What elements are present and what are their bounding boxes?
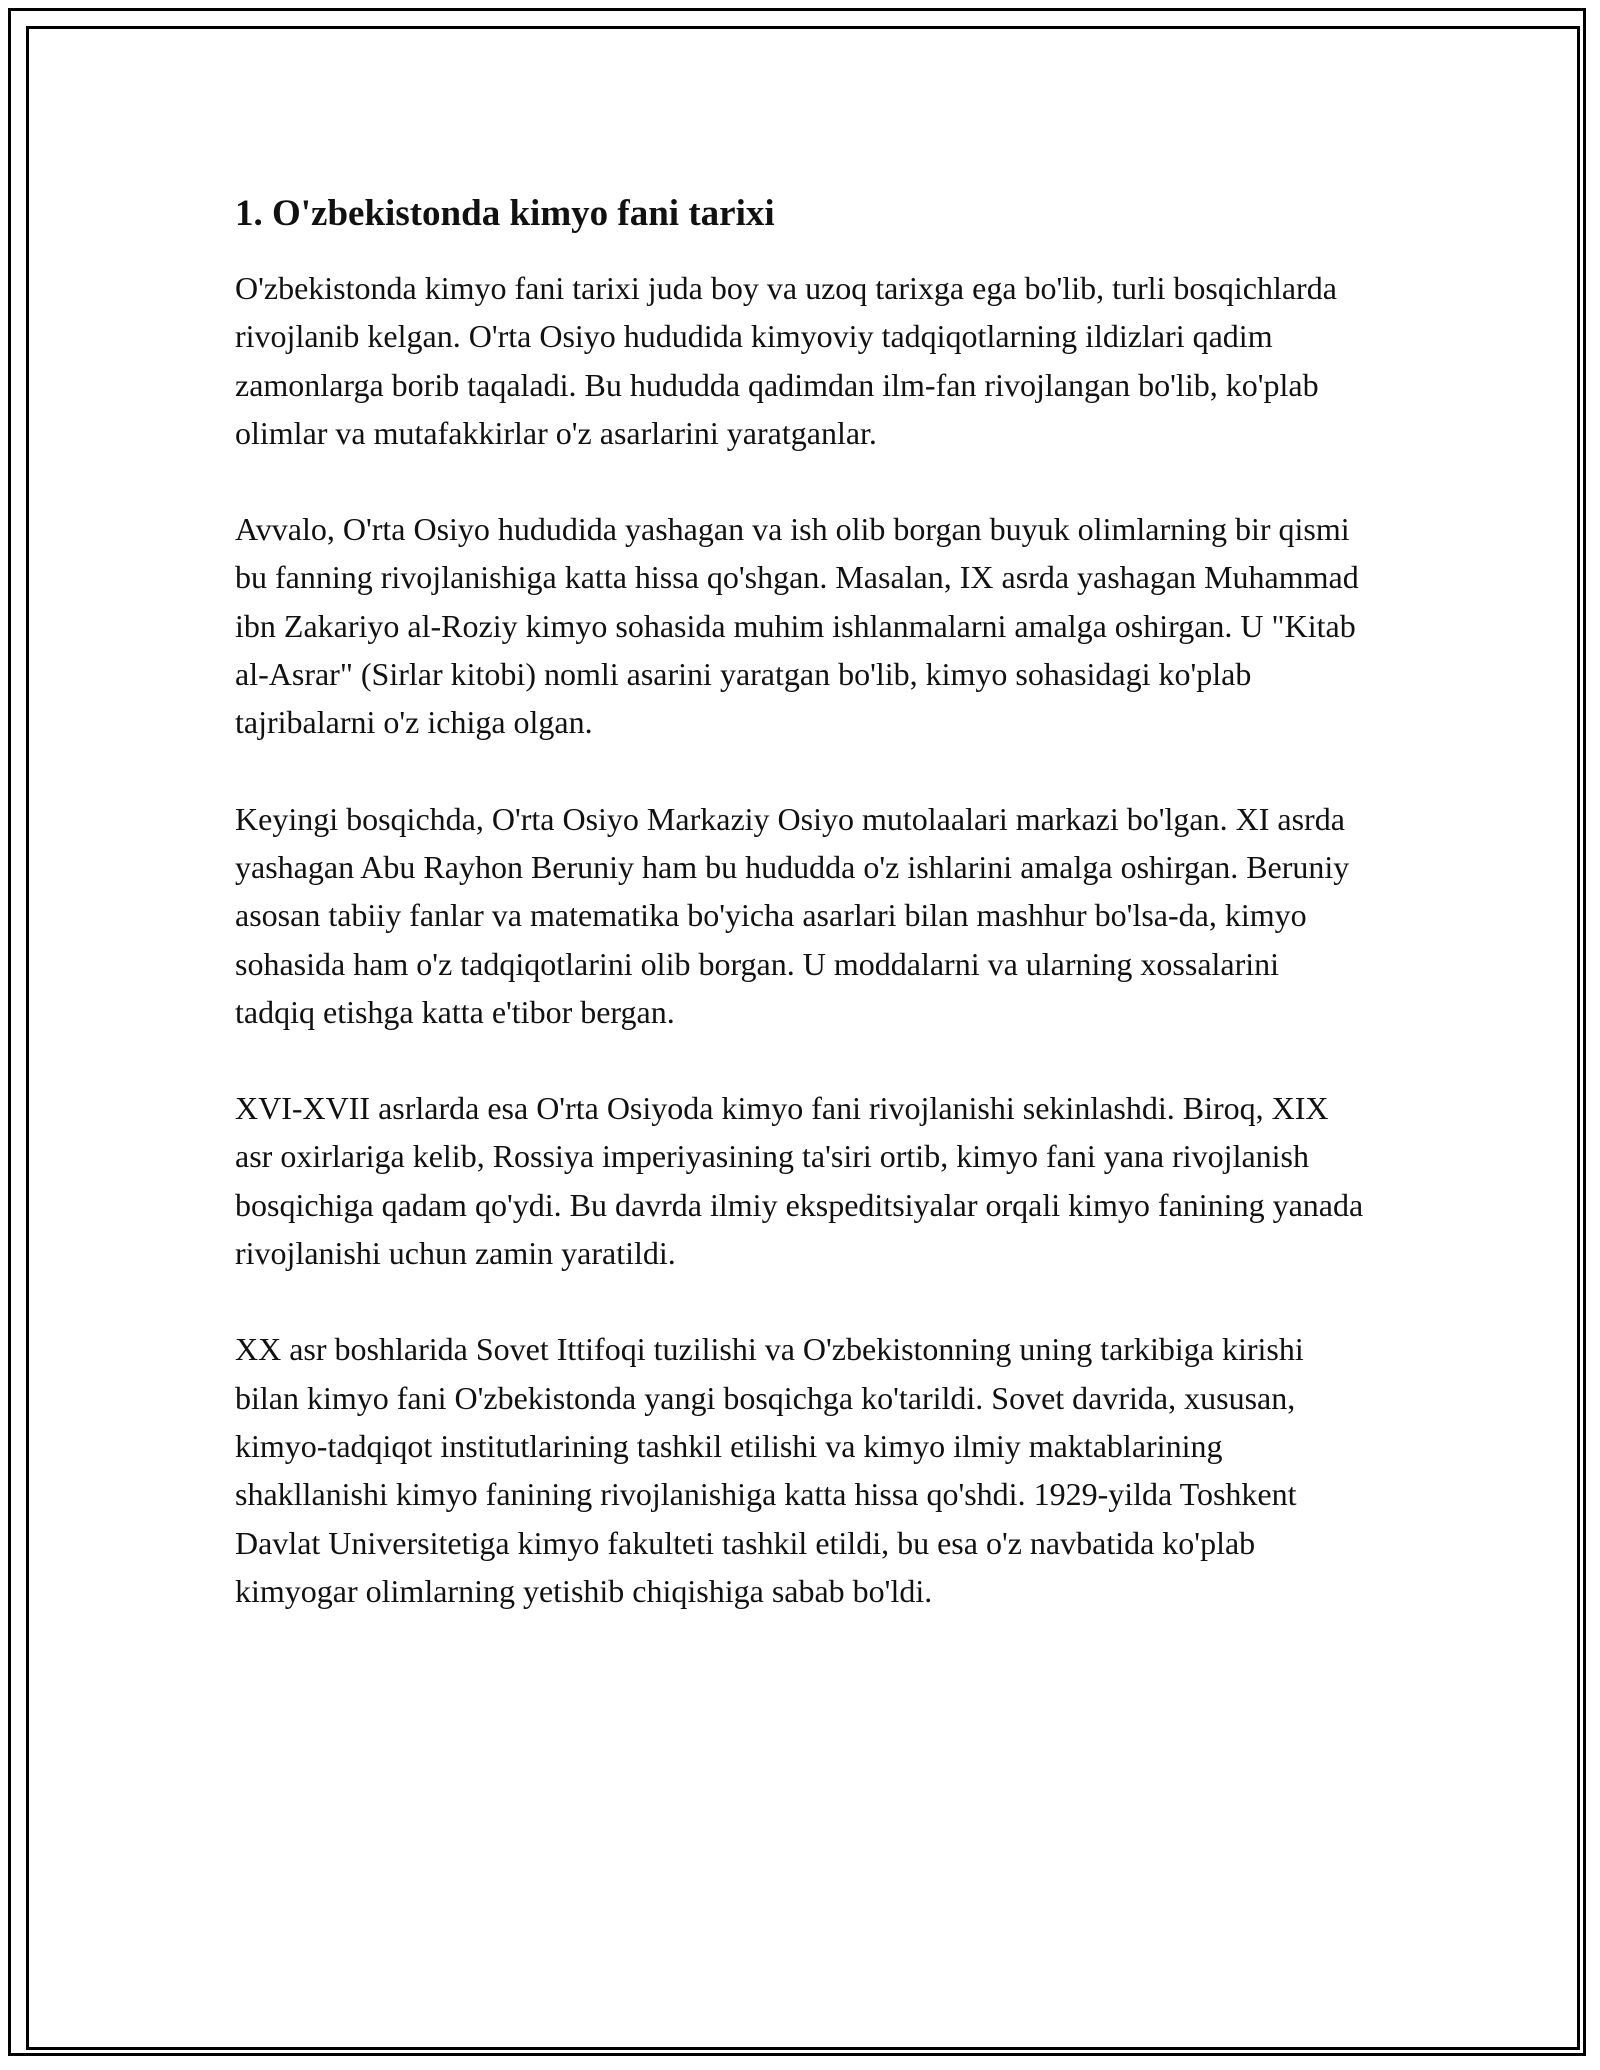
paragraph-soviet: XX asr boshlarida Sovet Ittifoqi tuzilishi va O'zbekistonning uning tarkibiga kirishi bilan kimyo fani O'zbekistonda yangi bosqichga ko'tarildi. Sovet davrida, xususan, kimyo-tadqiqot institutlarining tashkil etilishi va kimyo ilmiy maktablarining shakllanishi kimyo fanining rivojlanishiga katta hissa qo'shdi. 1929-yilda Toshkent Davlat Universitetiga kimyo fakulteti tashkil etildi, bu esa o'z navbatida ko'plab kimyogar olimlarning yetishib chiqishiga sabab bo'ldi. xyxy=(235,1331,1304,1609)
document-body xyxy=(235,186,1365,1663)
paragraph-beruniy: Keyingi bosqichda, O'rta Osiyo Markaziy Osiyo mutolaalari markazi bo'lgan. XI asrda yashagan Abu Rayhon Beruniy ham bu hududda o'z ishlarini amalga oshirgan. Beruniy asosan tabiiy fanlar va matematika bo'yicha asarlari bilan mashhur bo'lsa-da, kimyo sohasida ham o'z tadqiqotlarini olib borgan. U moddalarni va ularning xossalarini tadqiq etishga katta e'tibor bergan. xyxy=(235,800,1350,1030)
paragraph-xvi-xix: XVI-XVII asrlarda esa O'rta Osiyoda kimyo fani rivojlanishi sekinlashdi. Biroq, XIX asr oxirlariga kelib, Rossiya imperiyasining ta'siri ortib, kimyo fani yana rivojlanish bosqichiga qadam qo'ydi. Bu davrda ilmiy ekspeditsiyalar orqali kimyo fanining yanada rivojlanishi uchun zamin yaratildi. xyxy=(235,1090,1364,1272)
paragraph-roziy: Avvalo, O'rta Osiyo hududida yashagan va ish olib borgan buyuk olimlarning bir qismi bu fanning rivojlanishiga katta hissa qo'shgan. Masalan, IX asrda yashagan Muhammad ibn Zakariyo al-Roziy kimyo sohasida muhim ishlanmalarni amalga oshirgan. U "Kitab al-Asrar" (Sirlar kitobi) nomli asarini yaratgan bo'lib, kimyo sohasidagi ko'plab tajribalarni o'z ichiga olgan. xyxy=(235,511,1359,741)
paragraph-intro: O'zbekistonda kimyo fani tarixi juda boy va uzoq tarixga ega bo'lib, turli bosqichlarda rivojlanib kelgan. O'rta Osiyo hududida kimyoviy tadqiqotlarning ildizlari qadim zamonlarga borib taqaladi. Bu hududda qadimdan ilm-fan rivojlangan bo'lib, ko'plab olimlar va mutafakkirlar o'z asarlarini yaratganlar. xyxy=(235,270,1337,451)
section-heading: 1. O'zbekistonda kimyo fani tarixi xyxy=(235,193,775,234)
